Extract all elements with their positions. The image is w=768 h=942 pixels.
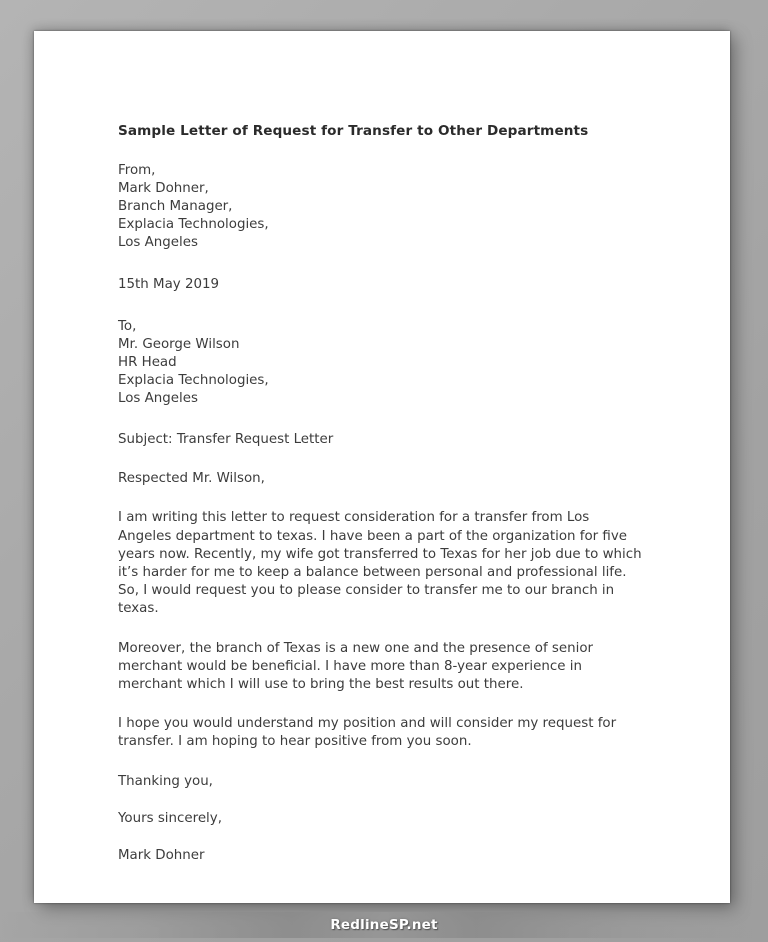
sender-name: Mark Dohner, xyxy=(118,181,209,196)
letter-subject: Subject: Transfer Request Letter xyxy=(118,432,334,447)
recipient-name: Mr. George Wilson xyxy=(118,337,240,352)
body-paragraph-2: Moreover, the branch of Texas is a new one and the presence of senior merchant would be beneficial. I have more than 8-year experience in merchant which I will use to bring the best results out there. xyxy=(118,640,594,693)
recipient-company: Explacia Technologies, xyxy=(118,373,269,388)
recipient-role: HR Head xyxy=(118,355,177,370)
letter-content xyxy=(118,122,648,865)
body-paragraph-3: I hope you would understand my position and will consider my request for transfer. I am hoping to hear positive from you soon. xyxy=(118,716,617,750)
spacer-after-valediction xyxy=(118,828,648,847)
sender-from-label: From, xyxy=(118,163,156,178)
spacer-after-salutation xyxy=(118,488,648,509)
sender-company: Explacia Technologies, xyxy=(118,217,269,232)
sender-city: Los Angeles xyxy=(118,235,198,250)
closing-valediction: Yours sincerely, xyxy=(118,810,222,826)
spacer-after-date xyxy=(118,294,648,318)
recipient-address-block xyxy=(118,318,648,408)
closing-thanks: Thanking you, xyxy=(118,773,213,789)
letter-salutation: Respected Mr. Wilson, xyxy=(118,471,265,487)
spacer-paragraph-2 xyxy=(118,694,648,715)
spacer-after-sender xyxy=(118,252,648,276)
letter-page xyxy=(34,31,730,903)
spacer-after-recipient xyxy=(118,408,648,431)
spacer-after-thanks xyxy=(118,791,648,810)
spacer-paragraph-1 xyxy=(118,619,648,640)
watermark-bar xyxy=(0,912,768,938)
sender-role: Branch Manager, xyxy=(118,199,233,214)
watermark-label: RedlineSP.net xyxy=(330,917,438,933)
letter-date xyxy=(118,276,648,294)
spacer-paragraph-3 xyxy=(118,752,648,773)
letter-date-value: 15th May 2019 xyxy=(118,277,220,292)
spacer-after-subject xyxy=(118,449,648,470)
sender-address-block xyxy=(118,162,648,252)
recipient-to-label: To, xyxy=(118,319,137,334)
body-paragraph-1: I am writing this letter to request consideration for a transfer from Los Angeles department to texas. I have been a part of the organization for five years now. Recently, my wife got transferred to Texas for her job due to which it’s harder for me to keep a balance between personal and professional life. So, I would request you to please consider to transfer me to our branch in texas. xyxy=(118,510,642,617)
letter-title: Sample Letter of Request for Transfer to Other Departments xyxy=(118,123,589,139)
signature-name: Mark Dohner xyxy=(118,848,205,864)
recipient-city: Los Angeles xyxy=(118,391,198,406)
spacer-after-title xyxy=(118,140,648,162)
